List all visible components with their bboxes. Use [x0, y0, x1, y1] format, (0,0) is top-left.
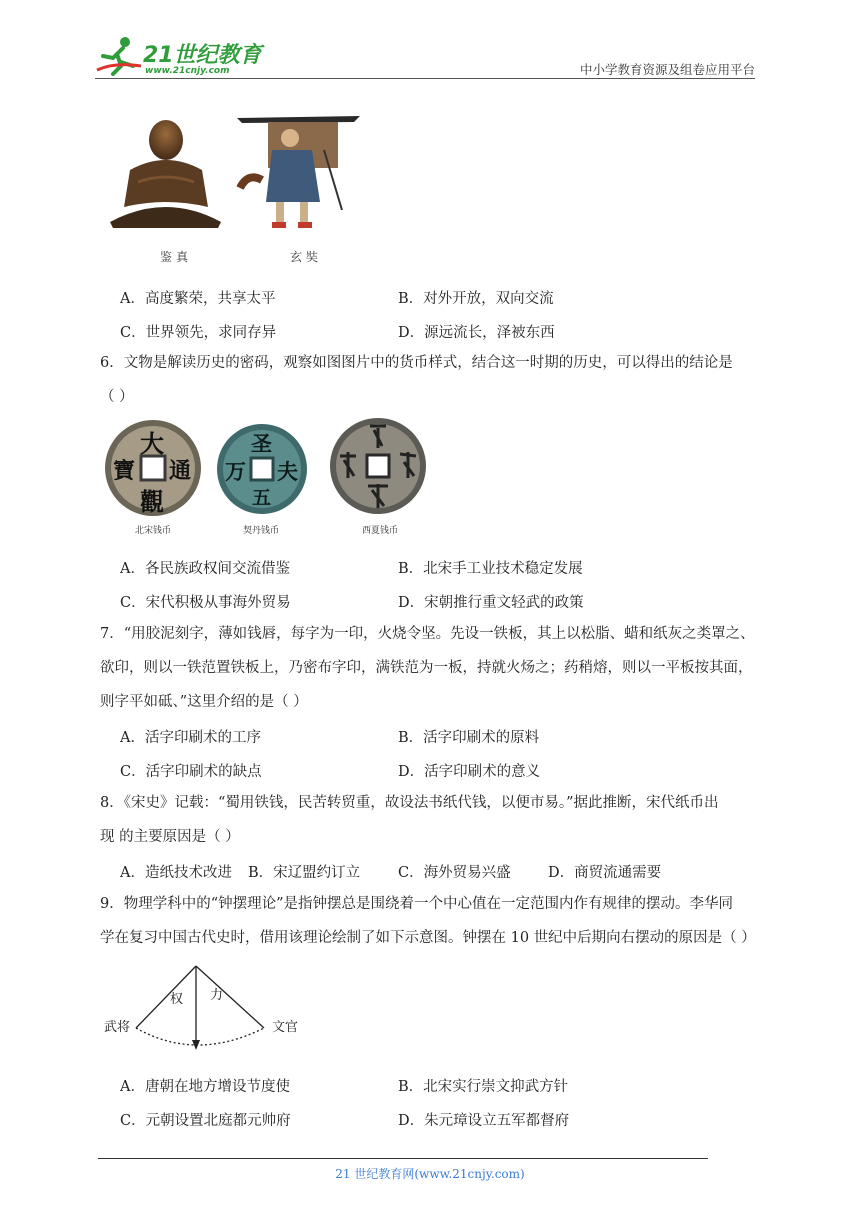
q5-image-jianzhen: [108, 112, 223, 232]
coin1-glyph-left: 寶: [113, 458, 136, 484]
q6-coin-caption-northern-song: 北宋钱币: [135, 526, 172, 536]
coin1-glyph-top: 大: [140, 429, 164, 458]
q5-option-a[interactable]: A．高度繁荣，共享太平: [120, 291, 276, 307]
q5-caption-xuanzang: 玄奘: [290, 250, 323, 264]
q8-option-d[interactable]: D．商贸流通需要: [548, 865, 662, 881]
q9-stem-line2: 学在复习中国古代史时，借用该理论绘制了如下示意图。钟摆在 10 世纪中后期向右摆动的原因是（ ）: [100, 930, 756, 946]
q6-coin-khitan: [215, 422, 309, 516]
q7-option-b[interactable]: B．活字印刷术的原料: [398, 730, 540, 746]
coin2-glyph-bottom: 五: [252, 487, 272, 509]
q6-coin-caption-khitan: 契丹钱币: [243, 526, 280, 536]
coin1-glyph-right: 通: [169, 458, 192, 484]
q5-image-xuanzang: [232, 110, 362, 235]
header-platform-text: 中小学教育资源及组卷应用平台: [579, 62, 755, 77]
header-logo: [95, 36, 265, 80]
q5-option-b[interactable]: B．对外开放，双向交流: [398, 291, 554, 307]
q9-diagram-label-power2: 力: [210, 988, 224, 1003]
footer-link[interactable]: 21 世纪教育网(www.21cnjy.com): [335, 1167, 525, 1181]
q7-option-a[interactable]: A．活字印刷术的工序: [120, 730, 261, 746]
q6-option-b[interactable]: B．北宋手工业技术稳定发展: [398, 561, 583, 577]
q6-option-d[interactable]: D．宋朝推行重文轻武的政策: [398, 595, 584, 611]
logo-url: www.21cnjy.com: [145, 66, 230, 76]
q7-stem-line2: 欲印，则以一铁范置铁板上，乃密布字印，满铁范为一板，持就火炀之；药稍熔，则以一平板按其面，: [100, 660, 753, 676]
coin2-glyph-left: 万: [225, 459, 246, 484]
q9-option-b[interactable]: B．北宋实行崇文抑武方针: [398, 1079, 569, 1095]
coin2-glyph-top: 圣: [251, 431, 272, 456]
q9-stem-line1: 9．物理学科中的“钟摆理论”是指钟摆总是围绕着一个中心值在一定范围内作有规律的摆动。李华同: [100, 896, 734, 912]
q9-option-d[interactable]: D．朱元璋设立五军都督府: [398, 1113, 570, 1129]
q8-stem-line1: 8．《宋史》记载：“蜀用铁钱，民苦转贸重，故设法书纸代钱，以便市易。”据此推断，宋代纸币出: [100, 795, 719, 811]
logo-title: 21世纪教育: [143, 43, 262, 68]
q9-diagram-label-right: 文官: [272, 1020, 299, 1035]
q6-option-a[interactable]: A．各民族政权间交流借鉴: [120, 561, 290, 577]
q9-diagram-label-power1: 权: [170, 992, 184, 1007]
q7-option-d[interactable]: D．活字印刷术的意义: [398, 764, 541, 780]
coin2-glyph-right: 夫: [277, 459, 298, 484]
q9-option-a[interactable]: A．唐朝在地方增设节度使: [120, 1079, 290, 1095]
header-rule: [95, 78, 755, 79]
q6-coin-caption-western-xia: 西夏钱币: [362, 526, 399, 536]
q6-stem-line2: （ ）: [100, 389, 134, 405]
q9-pendulum-diagram: [100, 962, 310, 1057]
q6-stem-line1: 6．文物是解读历史的密码，观察如图图片中的货币样式，结合这一时期的历史，可以得出的结论是: [100, 355, 733, 371]
q8-option-b[interactable]: B．宋辽盟约订立: [248, 865, 361, 881]
q6-coin-northern-song: [103, 418, 203, 518]
footer-rule: [98, 1158, 708, 1159]
runner-logo-icon: [95, 36, 145, 76]
q7-option-c[interactable]: C．活字印刷术的缺点: [120, 764, 262, 780]
q5-caption-jianzhen: 鉴真: [160, 250, 193, 264]
q7-stem-line3: 则字平如砥、”这里介绍的是（ ）: [100, 694, 308, 710]
coin1-glyph-bottom: 觀: [140, 487, 164, 516]
q5-option-c[interactable]: C．世界领先，求同存异: [120, 325, 277, 341]
q8-option-c[interactable]: C．海外贸易兴盛: [398, 865, 511, 881]
q9-option-c[interactable]: C．元朝设置北庭都元帅府: [120, 1113, 291, 1129]
q7-stem-line1: 7．“用胶泥刻字，薄如钱唇，每字为一印，火烧令坚。先设一铁板，其上以松脂、蜡和纸灰之类罩之、: [100, 626, 755, 642]
q8-option-a[interactable]: A．造纸技术改进: [120, 865, 232, 881]
q6-coin-western-xia: [328, 416, 428, 516]
q5-option-d[interactable]: D．源远流长，泽被东西: [398, 325, 555, 341]
q8-stem-line2: 现 的主要原因是（ ）: [100, 829, 240, 845]
q6-option-c[interactable]: C．宋代积极从事海外贸易: [120, 595, 291, 611]
q9-diagram-label-left: 武将: [104, 1020, 131, 1035]
